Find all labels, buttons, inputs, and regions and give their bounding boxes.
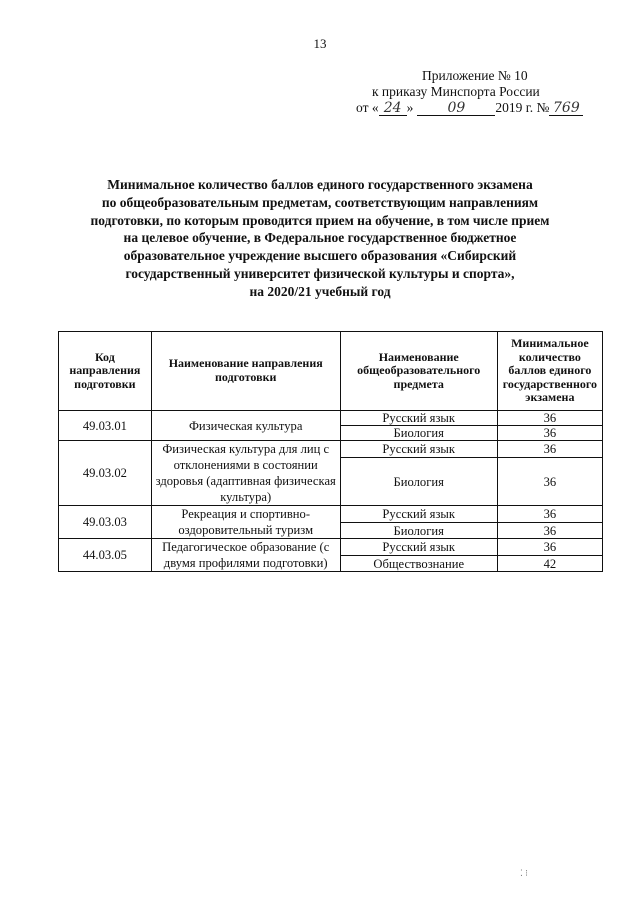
subject-name: Биология (340, 457, 497, 506)
title-line: на 2020/21 учебный год (249, 283, 391, 299)
table-row (59, 539, 603, 556)
table-row (59, 506, 603, 523)
table-row (59, 441, 603, 457)
appendix-title: Приложение № 10 (422, 68, 528, 83)
direction-code: 49.03.02 (59, 441, 152, 506)
direction-name: Физическая культура для лиц с отклонениями в состоянии здоровья (адаптивная физическая культура) (151, 441, 340, 506)
appendix-order-ref: к приказу Минспорта России (372, 84, 540, 99)
direction-name: Педагогическое образование (с двумя профилями подготовки) (151, 539, 340, 572)
min-score: 36 (497, 441, 602, 457)
header-min-score: Минимальное количество баллов единого государственного экзамена (497, 332, 602, 411)
header-direction-name: Наименование направления подготовки (151, 332, 340, 411)
subject-name: Русский язык (340, 441, 497, 457)
handwritten-number: 769 (549, 100, 583, 116)
min-score: 36 (497, 457, 602, 506)
subject-name: Русский язык (340, 506, 497, 523)
header-code: Код направления подготовки (59, 332, 152, 411)
title-line: по общеобразовательным предметам, соответствующим направлениям (101, 194, 539, 210)
document-title (70, 176, 570, 301)
subject-name: Русский язык (340, 411, 497, 426)
table-row (59, 411, 603, 426)
direction-code: 49.03.03 (59, 506, 152, 539)
subject-name: Обществознание (340, 555, 497, 572)
min-score: 42 (497, 555, 602, 572)
min-score: 36 (497, 426, 602, 441)
header-subject: Наименование общеобразовательного предмета (340, 332, 497, 411)
subject-name: Биология (340, 522, 497, 539)
direction-code: 44.03.05 (59, 539, 152, 572)
table-header-row (59, 332, 603, 411)
date-mid: » (406, 100, 414, 115)
date-prefix: от « (356, 100, 379, 115)
appendix-block (356, 68, 596, 116)
direction-name: Рекреация и спортивно-оздоровительный туризм (151, 506, 340, 539)
min-score: 36 (497, 539, 602, 556)
title-line: образовательное учреждение высшего образования «Сибирский (123, 248, 517, 264)
title-line: государственный университет физической культуры и спорта», (125, 265, 515, 281)
direction-name: Физическая культура (151, 411, 340, 441)
subject-name: Биология (340, 426, 497, 441)
exam-scores-table (58, 331, 603, 572)
title-line: подготовки, по которым проводится прием на обучение, в том числе прием (90, 212, 550, 228)
appendix-date-line (356, 100, 596, 116)
direction-code: 49.03.01 (59, 411, 152, 441)
handwritten-month: 09 (417, 100, 495, 116)
min-score: 36 (497, 506, 602, 523)
title-line: на целевое обучение, в Федеральное государственное бюджетное (123, 230, 517, 246)
date-suffix: 2019 г. № (495, 100, 550, 115)
min-score: 36 (497, 522, 602, 539)
title-line: Минимальное количество баллов единого государственного экзамена (107, 177, 533, 192)
scan-mark: ⁚ ⁝ (520, 868, 528, 878)
page-number: 13 (313, 36, 327, 51)
subject-name: Русский язык (340, 539, 497, 556)
handwritten-day: 24 (379, 100, 407, 116)
min-score: 36 (497, 411, 602, 426)
